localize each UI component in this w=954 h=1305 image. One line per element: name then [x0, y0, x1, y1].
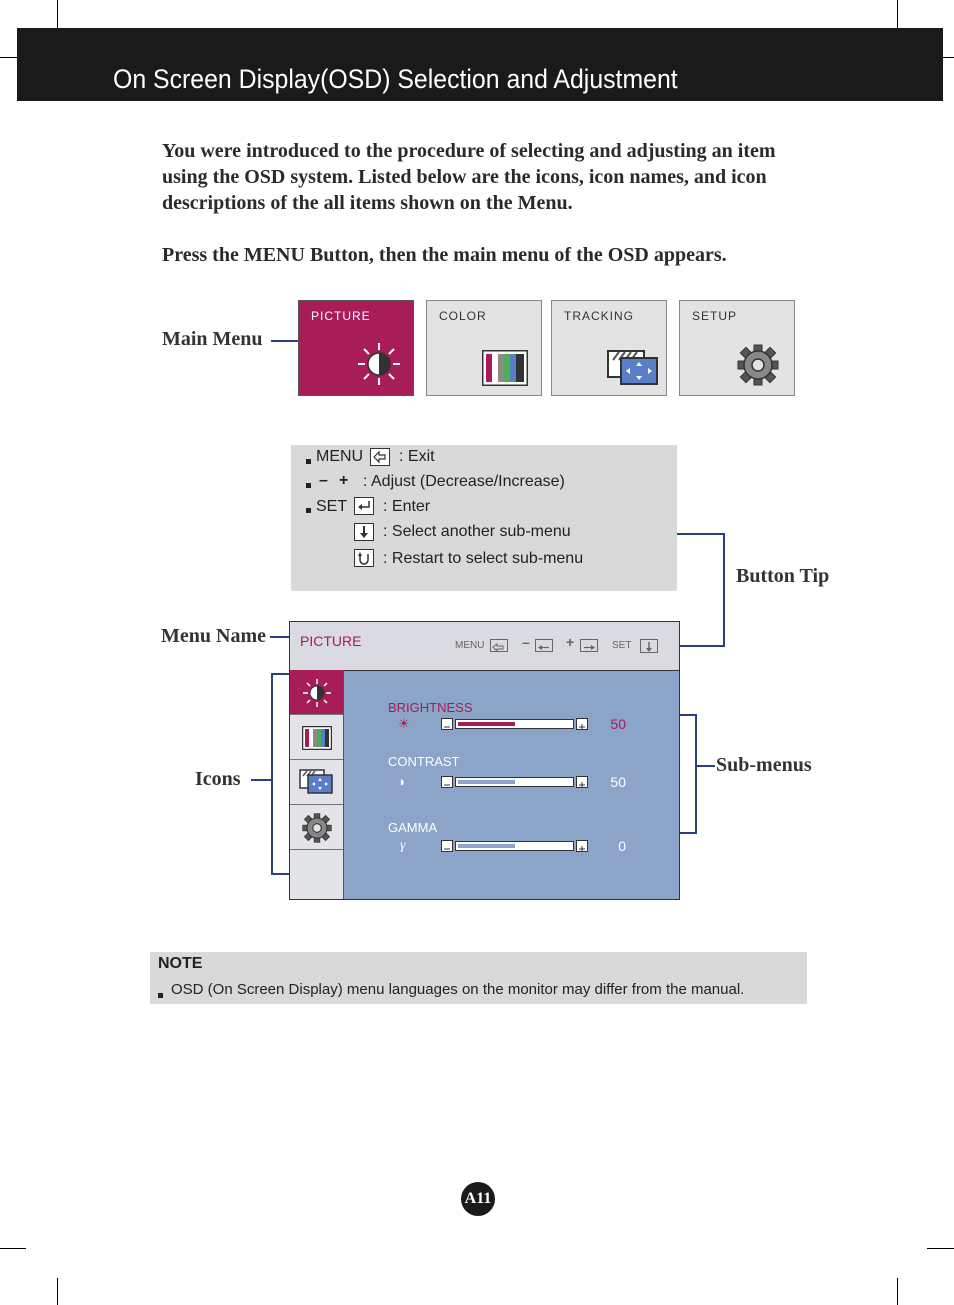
callout-line	[251, 779, 273, 781]
color-bars-icon	[482, 350, 528, 386]
osd-head-menu-label: MENU	[455, 640, 485, 651]
intro-instruction: Press the MENU Button, then the main menu of the OSD appears.	[162, 244, 727, 266]
tip-select-desc: : Select another sub-menu	[383, 523, 571, 540]
gamma-value: 0	[618, 838, 626, 854]
callout-line	[723, 533, 725, 647]
gear-icon	[737, 344, 779, 386]
tip-set-desc: : Enter	[383, 498, 431, 515]
osd-icon-setup[interactable]	[290, 805, 343, 850]
button-tip-callout: Button Tip	[736, 565, 830, 587]
page-title: On Screen Display(OSD) Selection and Adjustment	[113, 64, 678, 94]
brightness-slider[interactable]	[455, 719, 574, 729]
icons-callout: Icons	[195, 768, 241, 790]
osd-minus-icon[interactable]: –	[522, 634, 530, 650]
brightness-symbol-icon: ☀	[398, 716, 410, 731]
crop-mark	[927, 1248, 954, 1249]
osd-header	[290, 622, 679, 671]
osd-head-set-label: SET	[612, 640, 632, 651]
callout-line	[677, 533, 725, 535]
brightness-decrease-button[interactable]	[441, 718, 453, 730]
osd-window	[289, 621, 680, 900]
intro-paragraph: You were introduced to the procedure of selecting and adjusting an item using the OSD system. Listed below are the icons, icon names, and icon descriptions of the all items shown on the Menu.	[162, 140, 776, 214]
osd-icon-tracking[interactable]	[290, 760, 343, 805]
crop-mark	[57, 0, 58, 28]
brightness-icon	[356, 341, 402, 387]
osd-right-key-icon[interactable]	[580, 639, 598, 652]
bullet	[306, 459, 311, 464]
tracking-icon	[299, 769, 333, 795]
tip-menu-desc: : Exit	[399, 448, 435, 465]
note-box	[150, 952, 807, 1004]
submenu-label-gamma: GAMMA	[388, 820, 438, 835]
color-bars-icon	[302, 726, 332, 750]
contrast-decrease-button[interactable]	[441, 776, 453, 788]
callout-line	[680, 832, 697, 834]
menu-tile-label: TRACKING	[564, 309, 635, 323]
gamma-slider[interactable]	[455, 841, 574, 851]
brightness-icon	[302, 678, 332, 708]
gamma-increase-button[interactable]	[576, 840, 588, 852]
contrast-increase-button[interactable]	[576, 776, 588, 788]
enter-key-icon	[354, 497, 374, 515]
button-tip-box	[291, 445, 677, 591]
callout-line	[271, 340, 298, 342]
tip-restart-desc: : Restart to select sub-menu	[383, 550, 584, 567]
note-title: NOTE	[158, 955, 203, 972]
menu-tile-setup[interactable]	[679, 300, 795, 396]
bullet	[158, 993, 163, 998]
page-number: A11	[461, 1182, 495, 1216]
osd-menu-key-icon[interactable]	[490, 639, 508, 652]
sub-menus-callout: Sub-menus	[716, 754, 812, 776]
brightness-increase-button[interactable]	[576, 718, 588, 730]
callout-line	[695, 714, 697, 834]
brightness-slider-fill	[458, 722, 515, 726]
contrast-symbol-icon: ◑	[397, 774, 405, 789]
osd-left-key-icon[interactable]	[535, 639, 553, 652]
contrast-slider-fill	[458, 780, 515, 784]
tracking-icon	[607, 350, 659, 386]
tip-menu-label: MENU	[316, 448, 364, 465]
osd-icon-column	[290, 670, 344, 899]
gamma-symbol-icon: γ	[400, 838, 406, 853]
callout-line	[271, 673, 290, 675]
submenu-label-contrast: CONTRAST	[388, 754, 460, 769]
brightness-value: 50	[610, 716, 626, 732]
note-text: OSD (On Screen Display) menu languages on the monitor may differ from the manual.	[171, 981, 745, 998]
crop-mark	[0, 1248, 26, 1249]
menu-tile-tracking[interactable]	[551, 300, 667, 396]
callout-line	[680, 645, 725, 647]
restart-key-icon	[354, 549, 374, 567]
tip-adjust-desc: : Adjust (Decrease/Increase)	[363, 473, 565, 490]
menu-tile-label: COLOR	[439, 309, 487, 323]
osd-menu-name: PICTURE	[300, 633, 362, 649]
gamma-decrease-button[interactable]	[441, 840, 453, 852]
tip-set-label: SET	[316, 498, 348, 515]
crop-mark	[897, 1278, 898, 1305]
crop-mark	[943, 57, 954, 58]
bullet	[306, 483, 311, 488]
crop-mark	[0, 57, 17, 58]
menu-key-icon	[370, 448, 390, 466]
tip-minus: –	[319, 472, 328, 489]
osd-icon-color[interactable]	[290, 715, 343, 760]
submenu-label-brightness: BRIGHTNESS	[388, 700, 473, 715]
callout-line	[695, 765, 715, 767]
callout-line	[270, 636, 290, 638]
osd-plus-icon[interactable]: +	[566, 634, 575, 650]
crop-mark	[897, 0, 898, 28]
menu-tile-label: SETUP	[692, 309, 738, 323]
callout-line	[271, 673, 273, 875]
contrast-value: 50	[610, 774, 626, 790]
main-menu-callout: Main Menu	[162, 328, 263, 350]
down-key-icon	[354, 523, 374, 541]
gamma-slider-fill	[458, 844, 515, 848]
callout-line	[271, 873, 290, 875]
menu-name-callout: Menu Name	[161, 625, 266, 647]
menu-tile-label: PICTURE	[311, 309, 371, 323]
contrast-slider[interactable]	[455, 777, 574, 787]
menu-tile-color[interactable]	[426, 300, 542, 396]
crop-mark	[57, 1278, 58, 1305]
menu-tile-picture[interactable]	[298, 300, 414, 396]
gear-icon	[302, 813, 332, 843]
bullet	[306, 508, 311, 513]
osd-set-key-icon[interactable]	[640, 639, 658, 653]
osd-icon-picture[interactable]	[290, 670, 343, 715]
tip-plus: +	[339, 472, 349, 489]
